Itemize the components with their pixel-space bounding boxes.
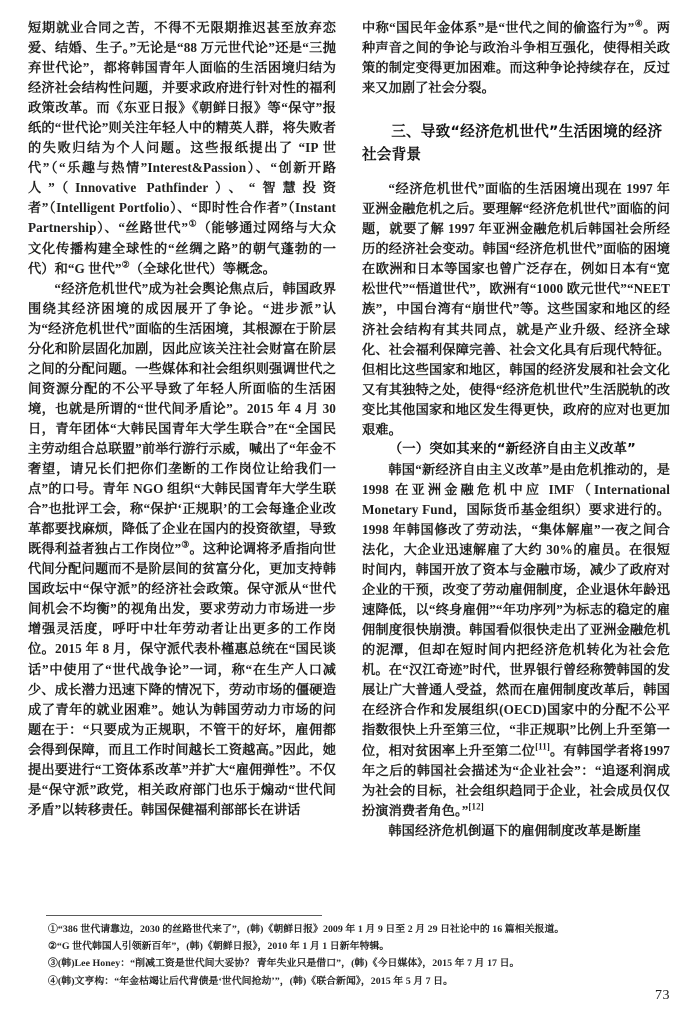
footnote-item: ③(韩)Lee Honey：“削减工资是世代间大妥协？ 青年失业只是借口”，(韩)《今日媒体》，2015 年 7 月 17 日。 bbox=[48, 958, 520, 970]
two-column-body bbox=[28, 18, 672, 898]
paragraph-employment-reform-cliff: 韩国经济危机倒逼下的雇佣制度改革是断崖 bbox=[388, 822, 641, 838]
footnote-separator-rule bbox=[46, 915, 322, 916]
paragraph-text-after-2: （全球化世代）等概念。 bbox=[129, 260, 276, 276]
paragraph-generation-debate bbox=[28, 279, 336, 820]
left-column bbox=[28, 18, 336, 898]
paragraph-text: 短期就业合同之苦，不得不无限期推迟甚至放弃恋爱、结婚、生子。”无论是“88 万元世代论”还是“三抛弃世代论”，都将韩国青年人面临的生活困境归结为经济社会结构性问题，并要求政府进行针对性的福利政策改革。而《东亚日报》《朝鲜日报》等“保守”报纸的“世代论”则关注年轻人中的精英人群，将失败者的失败归结为个人问题。这些报纸提出了 “IP 世代”（“乐趣与热情”Interest&Passion）、“创新开路人”（Innovative Pathfinder）、“智慧投资者”（Intelligent Portfolio）、“即时性合作者”（Instant Partnership）、“丝路世代” bbox=[28, 20, 336, 236]
paragraph-text: “经济危机世代”成为社会舆论焦点后，韩国政界围绕其经济困境的成因展开了争论。“进步派”认为“经济危机世代”面临的生活困境，其根源在于阶层分化和阶层固化加剧，因此应该关注社会财富在阶层之间的分配问题。一些媒体和社会组织则强调世代之间资源分配的不公平导致了年轻人所面临的生活困境，也就是所谓的“世代间矛盾论”。2015 年 4 月 30 日，青年团体“大韩民国青年大学生联合”在“全国民主劳动组合总联盟”前举行游行示威，喊出了“年金不奢望，请兄长们把你们垄断的工作岗位让给我们一点”的口号。青年 NGO 组织“大韩民国青年大学生联合”也批评工会，称“保护‘正规职’的工会每逢企业改革都要找麻烦，降低了企业在国内的投资欲望，导致既得利益者独占工作岗位” bbox=[28, 280, 336, 557]
paragraph-text-after: 。有韩国学者将1997 年之后的韩国社会描述为“企业社会”：“追逐利润成为社会的目标，社会组织趋同于企业，社会成员仅仅扮演消费者角色。” bbox=[362, 742, 670, 818]
paragraph-text-after: （能够通过网络与大众文化传播构建全球性的“丝绸之路”的朝气蓬勃的一代）和“G 世代” bbox=[28, 220, 337, 276]
paragraph-text: 中称“国民年金体系”是“世代之间的偷盗行为” bbox=[362, 20, 635, 35]
paragraph-crisis-generation-background: “经济危机世代”面临的生活困境出现在 1997 年亚洲金融危机之后。要理解“经济危机世代”面临的问题，就要了解 1997 年亚洲金融危机后韩国社会所经历的经济社会变动。韩国“经济危机世代”面临的困境在欧洲和日本等国家也曾广泛存在，例如日本有“宽松世代”“悟道世代”，欧洲有“1000 欧元世代”“NEET 族”，中国台湾有“崩世代”等。这些国家和地区的经济社会结构有其共同点，就是产业升级、经济全球化、社会福利保障完善、社会文化具有后现代特征。但相比这些国家和地区，韩国的经济发展和社会文化又有其独特之处，使得“经济危机世代”生活脱轨的改变比其他国家和地区发生得更快，政府的应对也更加艰难。 bbox=[362, 181, 670, 437]
subsection-heading: （一）突如其来的“新经济自由主义改革” bbox=[388, 441, 636, 457]
spacer-after-section-heading bbox=[362, 166, 670, 179]
paragraph-text-after: 。这种论调将矛盾指向世代间分配问题而不是阶层间的贫富分化，更加支持韩国政坛中“保守派”的经济社会政策。保守派从“世代间机会不均衡”的视角出发，要求劳动力市场进一步增强灵活度，呼吁中壮年劳动者让出更多的工作岗位。2015 年 8 月，保守派代表朴槿惠总统在“国民谈话”中使用了“世代战争论”一词，称“在生产人口减少、成长潜力迅速下降的情况下，劳动市场的僵硬造成了青年的就业困难”。她认为韩国劳动力市场的问题在于：“只要成为正规职，不管干的好坏，雇佣都会得到保障，而且工作时间越长工资越高。”因此，她提出要进行“工资体系改革”并扩大“雇佣弹性”。不仅是“保守派”政党，相关政府部门也乐于煽动“世代间矛盾”以转移责任。韩国保健福利部部长在讲话 bbox=[28, 541, 337, 817]
reference-marker-12[interactable]: [12] bbox=[468, 801, 484, 812]
paragraph-text-after: 。两种声音之间的争论与政治斗争相互强化，使得相关政策的制定变得更加困难。而这种争论持续存在，反过来又加剧了社会分裂。 bbox=[362, 20, 671, 96]
footnote-item: ④(韩)文亨构：“年金枯竭让后代背债是‘世代间抢劫’”，(韩)《联合新闻》，2015 年 5 月 7 日。 bbox=[48, 975, 454, 987]
footnotes-area bbox=[28, 915, 672, 990]
footnote-item: ①“386 世代请靠边，2030 的丝路世代来了”，(韩)《朝鲜日报》2009 年 1 月 9 日至 2 月 29 日社论中的 16 篇相关报道。 bbox=[48, 924, 565, 935]
paragraph-continued-top-left bbox=[28, 18, 336, 279]
section-heading: 三、导致“经济危机世代”生活困境的经济社会背景 bbox=[362, 123, 663, 164]
paragraph-neoliberal-reform bbox=[362, 460, 670, 821]
page-number: 73 bbox=[655, 988, 670, 1003]
footnote-marker-4[interactable]: ④ bbox=[634, 18, 644, 29]
spacer-before-section-heading bbox=[362, 98, 670, 120]
footnote-marker-1[interactable]: ① bbox=[188, 219, 198, 230]
paragraph-text: 韩国“新经济自由主义改革”是由危机推动的，是 1998 在亚洲金融危机中应 IMF（International Monetary Fund，国际货币基金组织）要求进行的。1998 年韩国修改了劳动法，“集体解雇”一夜之间合法化，大企业迅速解雇了大约 30%的雇员。在很短时间内，韩国开放了资本与金融市场，减少了政府对企业的干预，改变了劳动雇佣制度，企业退休年龄迅速降低，以“终身雇佣”“年功序列”为标志的稳定的雇佣制度很快崩溃。韩国看似很快走出了亚洲金融危机的泥潭，但却在短时间内把经济危机转化为社会危机。在“汉江奇迹”时代，世界银行曾经称赞韩国的发展让广大普通人受益，然而在雇佣制度改革后，韩国在经济合作和发展组织(OECD)国家中的分配不公平指数很快上升至第三位，“非正规职”比例上升至第一位，相对贫困率上升至第二位 bbox=[362, 461, 670, 758]
reference-marker-11[interactable]: [11] bbox=[535, 741, 550, 752]
paragraph-continued-top-right bbox=[362, 18, 670, 98]
footnote-marker-3[interactable]: ③ bbox=[181, 539, 190, 550]
footnote-item: ②“G 世代韩国人引领新百年”，(韩)《朝鲜日报》，2010 年 1 月 1 日新年特辑。 bbox=[48, 941, 390, 953]
footnote-marker-2[interactable]: ② bbox=[121, 259, 130, 270]
right-column bbox=[362, 18, 670, 898]
